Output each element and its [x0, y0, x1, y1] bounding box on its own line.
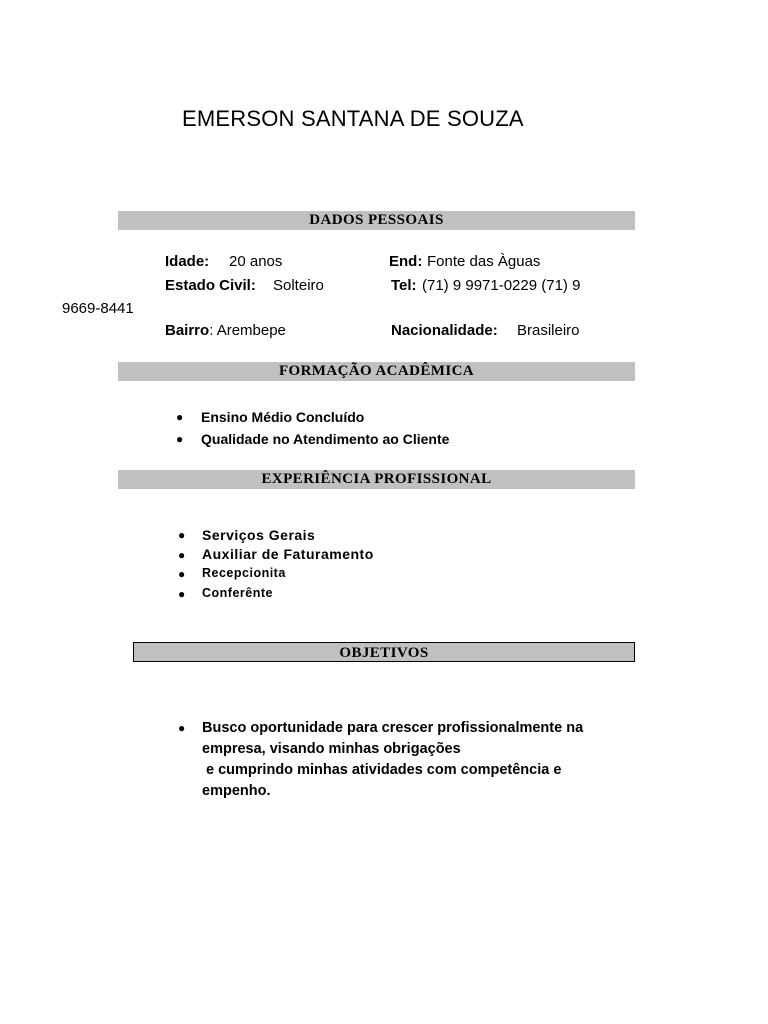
bullet-icon: ●	[176, 432, 184, 446]
objetivo-line: Busco oportunidade para crescer profissionalmente na	[202, 720, 584, 736]
estado-civil-label: Estado Civil:	[165, 277, 256, 294]
section-header-experiencia: EXPERIÊNCIA PROFISSIONAL	[118, 470, 635, 489]
objetivo-line: empresa, visando minhas obrigações	[202, 741, 461, 757]
end-value: Fonte das Àguas	[427, 253, 541, 270]
section-header-dados-pessoais: DADOS PESSOAIS	[118, 211, 635, 230]
experiencia-item: Auxiliar de Faturamento	[202, 546, 374, 562]
tel-value-continued: 9669-8441	[62, 300, 134, 317]
bullet-icon: ●	[178, 587, 186, 601]
experiencia-item: Serviços Gerais	[202, 527, 316, 543]
bullet-icon: ●	[178, 548, 186, 562]
bullet-icon: ●	[178, 528, 186, 542]
bullet-icon: ●	[178, 721, 186, 735]
nacionalidade-label: Nacionalidade:	[391, 322, 498, 339]
experiencia-item: Conferênte	[202, 586, 273, 600]
section-header-formacao: FORMAÇÃO ACADÊMICA	[118, 362, 635, 381]
bairro-value: : Arembepe	[209, 322, 286, 339]
nacionalidade-value: Brasileiro	[517, 322, 580, 339]
formacao-item: Ensino Médio Concluído	[201, 409, 365, 425]
objetivo-text	[202, 718, 622, 802]
bairro-label: Bairro	[165, 322, 210, 339]
candidate-name: EMERSON SANTANA DE SOUZA	[182, 106, 524, 131]
end-label: End:	[389, 253, 423, 270]
bullet-icon: ●	[178, 567, 186, 581]
section-header-objetivos: OBJETIVOS	[133, 642, 635, 662]
idade-value: 20 anos	[229, 253, 283, 270]
formacao-item: Qualidade no Atendimento ao Cliente	[201, 431, 450, 447]
estado-civil-value: Solteiro	[273, 277, 324, 294]
objetivo-line: empenho.	[202, 783, 271, 799]
tel-label: Tel:	[391, 277, 417, 294]
objetivo-line: e cumprindo minhas atividades com competência e	[202, 762, 562, 778]
experiencia-item: Recepcionita	[202, 566, 286, 580]
idade-label: Idade:	[165, 253, 210, 270]
tel-value: (71) 9 9971-0229 (71) 9	[422, 277, 581, 294]
bullet-icon: ●	[176, 410, 184, 424]
